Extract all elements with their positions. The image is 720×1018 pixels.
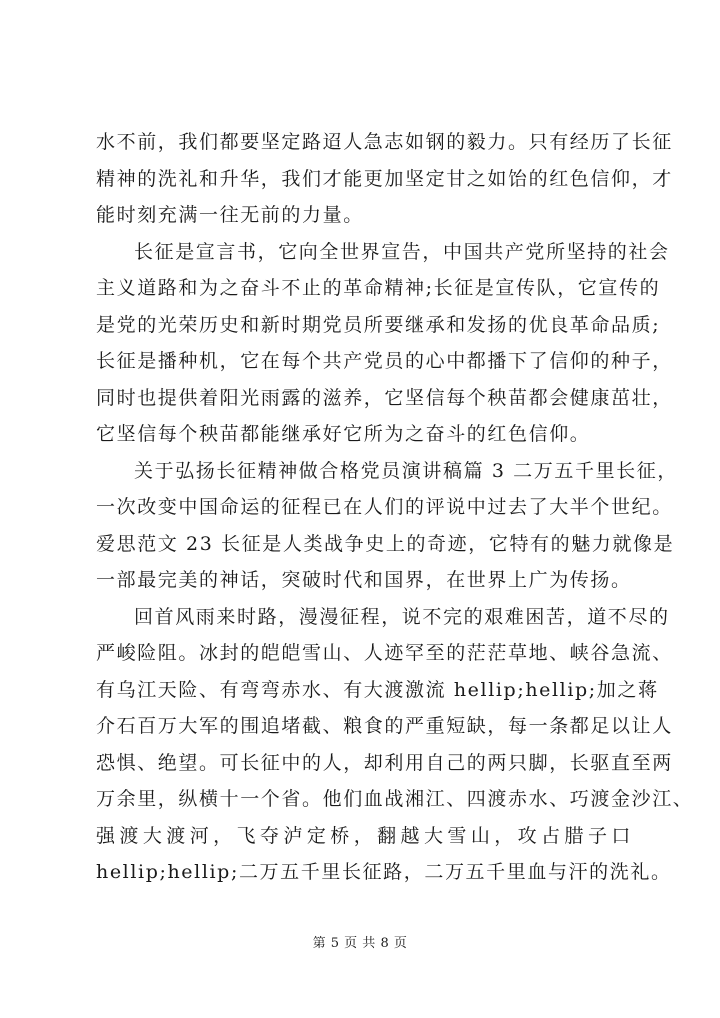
text-line: 关于弘扬长征精神做合格党员演讲稿篇 3 二万五千里长征， <box>134 459 678 482</box>
text-line: 同时也提供着阳光雨露的滋养，它坚信每个秧苗都会健康茁壮， <box>96 386 673 409</box>
text-line: 介石百万大军的围追堵截、粮食的严重短缺，每一条都足以让人 <box>96 715 673 737</box>
text-line: 长征是宣言书，它向全世界宣告，中国共产党所坚持的社会 <box>134 240 670 263</box>
text-line: 长征是播种机，它在每个共产党员的心中都播下了信仰的种子， <box>96 350 673 372</box>
document-body <box>96 124 694 891</box>
text-line: 是党的光荣历史和新时期党员所要继承和发扬的优良革命品质; <box>96 313 661 336</box>
text-line: 水不前，我们都要坚定路迢人急志如钢的毅力。只有经历了长征 <box>96 131 673 153</box>
text-line: 强渡大渡河，飞夺泸定桥，翻越大雪山，攻占腊子口 <box>96 824 632 847</box>
page-number-footer: 第 5 页 共 8 页 <box>312 936 408 951</box>
text-line: 爱思范文 23 长征是人类战争史上的奇迹，它特有的魅力就像是 <box>96 532 675 555</box>
text-line: 一部最完美的神话，突破时代和国界，在世界上广为传扬。 <box>96 569 632 591</box>
text-line: 精神的洗礼和升华，我们才能更加坚定甘之如饴的红色信仰，才 <box>96 167 673 190</box>
text-line: 一次改变中国命运的征程已在人们的评说中过去了大半个世纪。 <box>96 496 673 518</box>
text-line: hellip;hellip;二万五千里长征路，二万五千里血与汗的洗礼。 <box>96 861 672 883</box>
text-line: 回首风雨来时路，漫漫征程，说不完的艰难困苦，道不尽的 <box>134 605 670 628</box>
text-line: 有乌江天险、有弯弯赤水、有大渡激流 hellip;hellip;加之蒋 <box>96 678 659 701</box>
text-line: 万余里，纵横十一个省。他们血战湘江、四渡赤水、巧渡金沙江、 <box>96 788 694 810</box>
text-line: 它坚信每个秧苗都能继承好它所为之奋斗的红色信仰。 <box>96 423 591 445</box>
text-line: 能时刻充满一往无前的力量。 <box>96 204 364 226</box>
text-line: 恐惧、绝望。可长征中的人，却利用自己的两只脚，长驱直至两 <box>96 751 673 774</box>
text-line: 主义道路和为之奋斗不止的革命精神;长征是宣传队，它宣传的 <box>96 277 661 299</box>
text-line: 严峻险阻。冰封的皑皑雪山、人迹罕至的茫茫草地、峡谷急流、 <box>96 642 673 664</box>
